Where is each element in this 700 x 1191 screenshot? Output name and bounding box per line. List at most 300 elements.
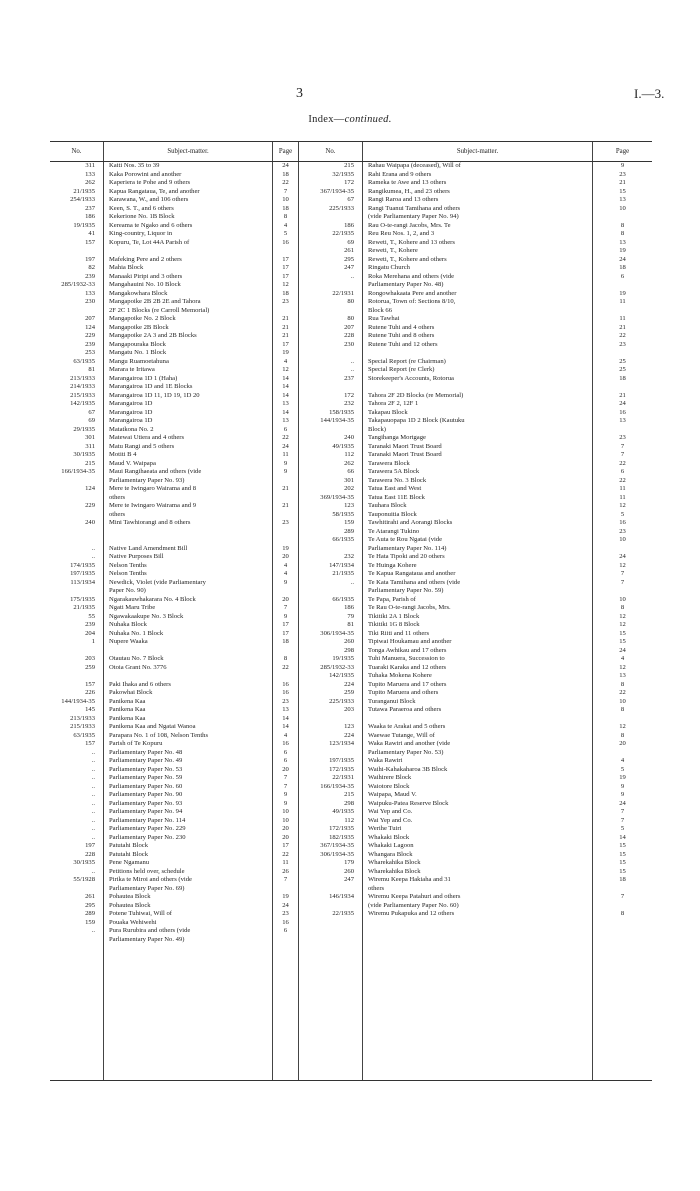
right-entry-number: 146/1934 xyxy=(329,893,354,900)
right-entry-number: 203 xyxy=(344,706,354,713)
left-entry-subject: Matewai Utiera and 4 others xyxy=(109,434,185,441)
right-entry-number: 49/1935 xyxy=(332,442,354,450)
right-entry-subject: Rotorua, Town of: Sections 8/10, xyxy=(368,298,456,305)
right-entry-number xyxy=(299,885,362,894)
left-entry-number: 113/1934 xyxy=(70,578,95,586)
left-entry-subject: Mangapoike 2B Block xyxy=(109,323,169,331)
right-entry-number: 369/1934-35 xyxy=(320,493,354,501)
left-entry-page: 19 xyxy=(282,349,289,356)
right-entry-page: 12 xyxy=(619,561,626,569)
right-entry-page: 15 xyxy=(619,187,626,195)
right-entry-number: 147/1934 xyxy=(329,561,354,569)
right-entry-subject: Wiremu Keepa Hakiaha and 31 xyxy=(368,876,451,883)
index-title-main: Index— xyxy=(308,114,345,125)
left-entry-number: 214/1933 xyxy=(70,383,95,390)
right-entry-number: .. xyxy=(350,357,354,365)
left-entry-number: 63/1935 xyxy=(73,357,95,365)
right-entry-page: 12 xyxy=(619,663,626,671)
right-entry-page: 24 xyxy=(619,799,626,807)
left-entry-page xyxy=(273,587,298,596)
right-entry-subject: Roka Merehana and others (vide xyxy=(368,272,455,280)
right-entry-subject: Ringatu Church xyxy=(368,264,410,271)
right-entry-page: 12 xyxy=(619,502,626,509)
left-entry-subject: Mangapoike 2A 3 and 2B Blocks xyxy=(109,332,197,339)
right-entry-page: 15 xyxy=(619,629,626,637)
right-entry-page: 8 xyxy=(620,680,625,688)
right-entry-page xyxy=(593,213,652,222)
left-entry-page: 8 xyxy=(283,213,288,220)
right-entry-page xyxy=(593,281,652,290)
left-entry-page: 24 xyxy=(282,901,289,909)
left-entry-number xyxy=(50,672,103,681)
left-entry-page: 19 xyxy=(282,893,289,900)
left-entry-number: 21/1935 xyxy=(73,604,95,611)
right-entry-subject: Te Rau O-te-rangi Jacobs, Mrs. xyxy=(368,604,451,611)
right-entry-page: 23 xyxy=(619,527,626,535)
right-entry-number: 142/1935 xyxy=(329,672,354,679)
left-entry-subject xyxy=(104,528,272,537)
right-entry-subject: Tahora 2F 2, 12F 1 xyxy=(368,400,419,407)
right-entry-subject: Storekeeper's Accounts, Rotorua xyxy=(368,374,454,382)
left-entry-subject: Parliamentary Paper No. 49) xyxy=(109,935,185,943)
left-entry-number: 215/1933 xyxy=(70,391,95,399)
right-entry-number: 228 xyxy=(344,332,354,339)
left-entry-subject: Parliamentary Paper No. 230 xyxy=(109,833,186,841)
left-entry-subject: Otautau No. 7 Block xyxy=(109,655,164,662)
left-entry-number: 239 xyxy=(85,272,95,280)
left-entry-number: 230 xyxy=(85,298,95,305)
right-entry-page: 16 xyxy=(619,519,626,526)
left-entry-page: 14 xyxy=(282,383,289,390)
right-entry-subject: Tutawa Paraeroa and others xyxy=(368,706,442,713)
left-entry-subject: Marangairoa 1D 11, 1D 19, 1D 20 xyxy=(109,391,200,399)
right-entry-subject: Tatua East 11E Block xyxy=(368,493,425,501)
session-reference: I.—3. xyxy=(634,86,665,101)
right-entry-subject: Rua Tawhai xyxy=(368,315,400,322)
left-entry-subject: Marangairoa 1D xyxy=(109,417,153,424)
left-entry-number: 295 xyxy=(85,901,95,909)
left-entry-subject: Parapara No. 1 of 108, Nelson Tenths xyxy=(109,731,209,739)
left-entry-number: 21/1935 xyxy=(73,187,95,195)
right-entry-subject: Tikitiki 2A 1 Block xyxy=(368,612,420,620)
left-entry-number: 239 xyxy=(85,340,95,348)
left-entry-page: 7 xyxy=(283,187,288,195)
right-entry-subject: others xyxy=(368,884,385,892)
left-entry-page: 22 xyxy=(282,179,289,186)
right-entry-page: 8 xyxy=(620,910,625,917)
right-entry-subject: Waka Rawiri xyxy=(368,757,403,764)
right-entry-subject: Tawhitirahi and Aorangi Blocks xyxy=(368,519,453,526)
left-entry-page: 23 xyxy=(282,697,289,705)
right-entry-number: 66/1935 xyxy=(332,595,354,603)
left-entry-number xyxy=(50,477,103,486)
right-entry-subject: Tipiwai Houkamau and another xyxy=(368,638,452,645)
right-entry-subject: Taranaki Maori Trust Board xyxy=(368,451,442,458)
left-entry-subject: Karawana, W., and 106 others xyxy=(109,196,189,203)
left-entry-page: 7 xyxy=(283,782,288,790)
right-entry-page: 10 xyxy=(619,697,626,705)
header-page-left: Page xyxy=(273,142,299,161)
right-entry-page: 9 xyxy=(620,782,625,790)
right-entry-number: 295 xyxy=(344,255,354,263)
left-entry-subject: Parliamentary Paper No. 93 xyxy=(109,799,183,807)
left-entry-subject: Marangairoa 1D xyxy=(109,400,153,407)
left-entry-subject: Matatkona No. 2 xyxy=(109,425,154,433)
right-entry-number: 79 xyxy=(347,612,354,620)
right-entry-number: 301 xyxy=(344,476,354,484)
right-entry-number: 186 xyxy=(344,604,354,611)
left-entry-subject: Parliamentary Paper No. 53 xyxy=(109,765,183,773)
left-entry-subject: Pura Rurubira and others (vide xyxy=(109,927,191,934)
left-entry-number: 261 xyxy=(85,893,95,900)
left-entry-subject: Petitions held over, schedule xyxy=(109,867,185,875)
left-entry-subject: Mangu Ruamoetahuna xyxy=(109,357,169,365)
right-entry-page xyxy=(593,545,652,554)
left-entry-subject: Marara te Iritawa xyxy=(109,366,155,373)
left-entry-page xyxy=(273,247,298,256)
left-entry-subject xyxy=(104,672,272,681)
left-entry-page: 17 xyxy=(282,272,289,280)
left-entry-page: 7 xyxy=(283,774,288,781)
right-entry-number: 202 xyxy=(344,485,354,492)
right-entry-page: 18 xyxy=(619,374,626,382)
right-entry-page: 8 xyxy=(620,706,625,713)
left-entry-subject: Paki Ihaka and 6 others xyxy=(109,680,171,688)
right-entry-number: 260 xyxy=(344,638,354,645)
left-entry-page: 9 xyxy=(283,791,288,798)
left-entry-page: 20 xyxy=(282,553,289,560)
left-entry-page: 18 xyxy=(282,638,289,645)
right-entry-number: 144/1934-35 xyxy=(320,417,354,424)
left-entry-subject: Mahia Block xyxy=(109,264,144,271)
right-entry-number xyxy=(299,545,362,554)
left-entry-subject: Kopuru, Te, Lot 44A Parish of xyxy=(109,238,190,246)
left-entry-page: 21 xyxy=(282,323,289,331)
right-entry-number xyxy=(299,587,362,596)
left-entry-subject: Mangatu No. 1 Block xyxy=(109,349,167,356)
right-entry-number: 298 xyxy=(344,646,354,654)
left-entry-page: 21 xyxy=(282,502,289,509)
left-entry-number: .. xyxy=(91,757,95,764)
left-entry-subject: Panikena Kaa and Ngatai Wanoa xyxy=(109,723,196,730)
left-entry-number: .. xyxy=(91,799,95,807)
left-entry-subject: Pouaka Wehiwehi xyxy=(109,918,157,926)
right-entry-subject: Parliamentary Paper No. 114) xyxy=(368,544,447,552)
right-entry-page xyxy=(593,383,652,392)
index-title-continued: continued. xyxy=(344,114,392,125)
right-entry-subject: Turanganui Block xyxy=(368,697,416,705)
right-entry-page: 9 xyxy=(620,162,625,169)
right-entry-number: 232 xyxy=(344,400,354,407)
right-entry-page: 13 xyxy=(619,238,626,246)
header-no-left: No. xyxy=(50,142,104,161)
right-entry-subject: Te Kapua Rangataua and another xyxy=(368,570,456,577)
right-entry-subject: Whakaki Lagoon xyxy=(368,842,414,849)
right-entry-number: .. xyxy=(350,578,354,586)
right-entry-number: 230 xyxy=(344,340,354,348)
left-entry-page: 21 xyxy=(282,315,289,322)
left-entry-number: 67 xyxy=(88,408,95,416)
right-entry-subject: Waihi-Kahakaharoa 3B Block xyxy=(368,765,448,773)
left-entry-page: 22 xyxy=(282,663,289,671)
right-entry-subject: Te Auta te Rou Ngatai (vide xyxy=(368,536,443,543)
left-entry-subject: Panikena Kaa xyxy=(109,697,146,705)
left-entry-page: 17 xyxy=(282,255,289,263)
right-entry-page: 8 xyxy=(620,221,625,229)
right-entry-page: 18 xyxy=(619,876,626,883)
left-entry-number: 215/1933 xyxy=(70,723,95,730)
right-entry-number: 49/1935 xyxy=(332,808,354,815)
left-page-column xyxy=(273,162,299,1080)
right-entry-subject: Whakaki Block xyxy=(368,833,410,841)
right-entry-page: 5 xyxy=(620,510,625,518)
right-entry-number: 285/1932-33 xyxy=(320,663,354,671)
left-entry-page: 9 xyxy=(283,459,288,467)
left-entry-number: 175/1935 xyxy=(70,595,95,603)
right-entry-subject: Tauponuitia Block xyxy=(368,510,417,518)
right-entry-number: 224 xyxy=(344,680,354,688)
left-entry-page: 23 xyxy=(282,519,289,526)
left-entry-page: 24 xyxy=(282,442,289,450)
right-entry-page: 22 xyxy=(619,689,626,696)
left-entry-page xyxy=(273,307,298,316)
left-entry-number: 237 xyxy=(85,204,95,212)
left-entry-page: 26 xyxy=(282,867,289,875)
right-entry-subject: Tuhi Manuera, Succession to xyxy=(368,655,445,662)
right-entry-page: 15 xyxy=(619,850,626,858)
right-entry-number: 247 xyxy=(344,264,354,271)
right-entry-page xyxy=(593,587,652,596)
left-entry-subject: Pene Ngamanu xyxy=(109,859,150,866)
left-entry-subject: Parliamentary Paper No. 59 xyxy=(109,774,183,781)
left-entry-number: 259 xyxy=(85,663,95,671)
right-entry-number: 58/1935 xyxy=(332,510,354,518)
left-entry-subject: Nupere Waaka xyxy=(109,638,148,645)
right-entry-page: 24 xyxy=(619,255,626,263)
left-entry-subject: Marangairoa 1D xyxy=(109,408,153,416)
right-entry-subject: Rutene Tuhi and 8 others xyxy=(368,332,435,339)
left-entry-number: .. xyxy=(91,816,95,824)
left-entry-number: 197/1935 xyxy=(70,570,95,577)
right-entry-number: 247 xyxy=(344,876,354,883)
left-entry-page: 16 xyxy=(282,689,289,696)
right-entry-page: 11 xyxy=(619,493,626,501)
left-entry-number: 124 xyxy=(85,323,95,331)
left-entry-page: 22 xyxy=(282,434,289,441)
right-entry-subject: Wai Yep and Co. xyxy=(368,808,413,815)
right-entry-page: 24 xyxy=(619,646,626,654)
left-entry-subject: Pakowhai Block xyxy=(109,689,153,696)
right-entry-page: 25 xyxy=(619,366,626,373)
left-entry-number: 142/1935 xyxy=(70,400,95,407)
left-entry-page: 4 xyxy=(283,357,288,365)
right-entry-page xyxy=(593,885,652,894)
left-entry-subject xyxy=(104,247,272,256)
header-no-right: No. xyxy=(299,142,363,161)
right-entry-number: 207 xyxy=(344,323,354,331)
right-entry-page: 5 xyxy=(620,765,625,773)
right-entry-subject: Block 66 xyxy=(368,306,392,314)
left-entry-number xyxy=(50,307,103,316)
right-entry-subject: Rutene Tuhi and 4 others xyxy=(368,323,435,331)
right-entry-subject: Tarawera 5A Block xyxy=(368,468,420,475)
left-entry-page: 17 xyxy=(282,264,289,271)
left-entry-number: 157 xyxy=(85,680,95,688)
right-entry-number: 215 xyxy=(344,791,354,798)
left-entry-page: 16 xyxy=(282,918,289,926)
left-entry-subject: Parish of Te Kopuru xyxy=(109,740,163,747)
left-entry-subject: Kapua Rangataua, Te, and another xyxy=(109,187,200,195)
left-entry-number: 229 xyxy=(85,332,95,339)
right-entry-subject: Tupito Maruera and others xyxy=(368,689,439,696)
right-entry-number: 172 xyxy=(344,179,354,186)
left-entry-page: 14 xyxy=(282,408,289,416)
right-entry-number: 172 xyxy=(344,391,354,399)
right-entry-number: 261 xyxy=(344,247,354,254)
right-entry-number: 262 xyxy=(344,459,354,467)
right-entry-subject: Tarawera No. 3 Block xyxy=(368,476,427,484)
left-entry-number: 29/1935 xyxy=(73,425,95,433)
right-entry-subject: Tangihanga Mortgage xyxy=(368,434,426,441)
right-entry-page: 8 xyxy=(620,604,625,611)
left-entry-subject: Parliamentary Paper No. 114 xyxy=(109,816,186,824)
left-entry-number xyxy=(50,587,103,596)
left-entry-page: 10 xyxy=(282,808,289,815)
left-entry-page xyxy=(273,494,298,503)
left-entry-subject: Patutahi Block xyxy=(109,842,149,849)
left-entry-number: 157 xyxy=(85,740,95,747)
right-entry-page: 19 xyxy=(619,289,626,297)
left-entry-page: 5 xyxy=(283,230,288,237)
right-entry-subject: Te Huinga Kohere xyxy=(368,561,417,569)
right-entry-number xyxy=(299,383,362,392)
left-entry-page: 4 xyxy=(283,221,288,229)
left-entry-page: 6 xyxy=(283,425,288,433)
right-entry-page: 7 xyxy=(620,578,625,586)
right-entry-page: 8 xyxy=(620,731,625,739)
left-entry-subject xyxy=(104,536,272,545)
left-entry-subject: Kaka Porowini and another xyxy=(109,170,182,178)
right-entry-page: 10 xyxy=(619,536,626,543)
left-entry-subject: Nuhaka Block xyxy=(109,621,147,628)
right-entry-number xyxy=(299,281,362,290)
left-entry-number: .. xyxy=(91,927,95,934)
left-entry-number: 213/1933 xyxy=(70,714,95,722)
left-entry-number: 69 xyxy=(88,417,95,424)
left-entry-page: 16 xyxy=(282,238,289,246)
page-number: 3 xyxy=(296,86,303,101)
right-entry-subject: Tuaraki Karaka and 12 others xyxy=(368,663,447,671)
left-entry-page: 14 xyxy=(282,723,289,730)
right-entry-number: 224 xyxy=(344,731,354,739)
right-entry-number: .. xyxy=(350,272,354,280)
right-entry-subject: Reweti, T., Kohere xyxy=(368,247,418,254)
right-entry-subject: Tauhara Block xyxy=(368,502,407,509)
right-entry-subject: Wai Yep and Co. xyxy=(368,816,413,824)
left-no-column xyxy=(50,162,104,1080)
right-entry-number: 123 xyxy=(344,723,354,730)
left-entry-number: 239 xyxy=(85,621,95,628)
left-entry-subject: Parliamentary Paper No. 60 xyxy=(109,782,183,790)
left-entry-number: .. xyxy=(91,867,95,875)
right-entry-page: 25 xyxy=(619,357,626,365)
right-entry-number: 306/1934-35 xyxy=(320,629,354,637)
right-entry-subject: Parliamentary Paper No. 59) xyxy=(368,587,444,594)
left-entry-page: 4 xyxy=(283,570,288,577)
right-entry-subject xyxy=(363,715,592,724)
left-entry-page: 4 xyxy=(283,731,288,739)
left-entry-number: 159 xyxy=(85,918,95,926)
header-page-right: Page xyxy=(615,148,630,155)
left-entry-number: .. xyxy=(91,808,95,815)
left-entry-number: 207 xyxy=(85,315,95,322)
left-entry-page: 20 xyxy=(282,833,289,841)
right-entry-page: 12 xyxy=(619,612,626,620)
table-header-row xyxy=(50,142,652,162)
right-entry-number: 123/1934 xyxy=(329,740,354,747)
right-entry-subject: Reweti, T., Kohere and others xyxy=(368,255,447,263)
right-entry-number: 22/1935 xyxy=(332,230,354,237)
right-entry-number: 289 xyxy=(344,527,354,535)
left-entry-subject: Mangapoike No. 2 Block xyxy=(109,315,176,322)
right-entry-page: 6 xyxy=(620,272,625,280)
left-entry-subject: Kereama te Ngako and 6 others xyxy=(109,221,193,229)
left-subject-column xyxy=(104,162,273,1080)
right-entry-number: 22/1935 xyxy=(332,910,354,917)
right-entry-page: 10 xyxy=(619,595,626,603)
right-entry-page: 15 xyxy=(619,867,626,875)
left-entry-page: 14 xyxy=(282,391,289,399)
page-header xyxy=(0,86,700,106)
left-entry-page xyxy=(273,511,298,520)
right-entry-subject xyxy=(363,383,592,392)
left-entry-page: 18 xyxy=(282,289,289,297)
left-entry-subject: Mere te Iwingaro Wairama and 8 xyxy=(109,485,197,492)
right-entry-page: 22 xyxy=(619,476,626,484)
left-entry-subject: Nuhaka No. 1 Block xyxy=(109,629,164,637)
left-entry-number: .. xyxy=(91,553,95,560)
right-entry-subject: Parliamentary Paper No. 53) xyxy=(368,748,444,756)
right-entry-subject: Takapauopapa 1D 2 Block (Kautuku xyxy=(368,417,465,424)
right-entry-number: 240 xyxy=(344,434,354,441)
left-entry-page xyxy=(273,936,298,945)
left-entry-page xyxy=(273,672,298,681)
right-entry-number: 197/1935 xyxy=(329,757,354,764)
left-entry-page: 9 xyxy=(283,578,288,586)
left-entry-number: .. xyxy=(91,748,95,756)
right-entry-page: 4 xyxy=(620,655,625,662)
left-entry-subject: Mangakowhara Block xyxy=(109,289,168,297)
right-entry-number: 172/1935 xyxy=(329,765,354,773)
right-entry-subject: Wiremu Pukapuka and 12 others xyxy=(368,910,455,917)
left-entry-page: 10 xyxy=(282,816,289,824)
left-entry-number: 1 xyxy=(91,638,95,645)
left-entry-page: 18 xyxy=(282,170,289,178)
right-entry-subject: Waka Rawiri and another (vide xyxy=(368,740,451,747)
right-entry-page: 22 xyxy=(619,459,626,467)
right-entry-number xyxy=(299,349,362,358)
left-entry-page xyxy=(273,885,298,894)
left-entry-subject: Parliamentary Paper No. 90 xyxy=(109,791,183,798)
left-entry-number: 203 xyxy=(85,655,95,662)
right-entry-number: 69 xyxy=(347,238,354,246)
left-entry-page: 8 xyxy=(283,655,288,662)
left-entry-number: 228 xyxy=(85,850,95,858)
right-entry-subject: Whangara Block xyxy=(368,850,413,858)
right-entry-page: 12 xyxy=(619,723,626,730)
left-entry-subject: Kaiti Nos. 35 to 39 xyxy=(109,162,160,169)
left-entry-number xyxy=(50,536,103,545)
